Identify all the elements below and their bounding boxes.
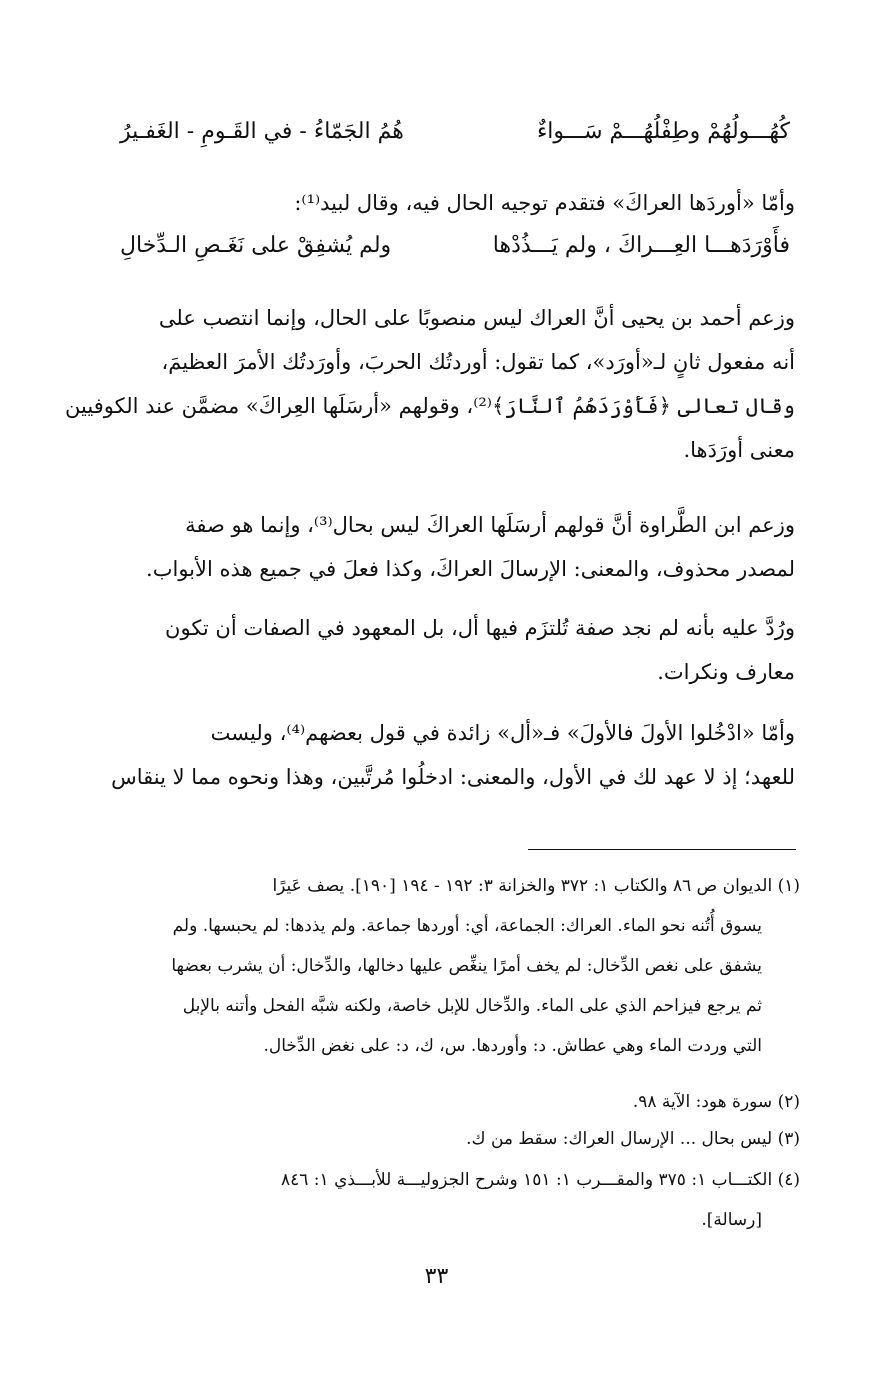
footnote-line: ثم يرجع فيزاحم الذي على الماء. والدِّخال للإبل خاصة، ولكنه شبَّه الفحل وأتنه بالإبل xyxy=(182,996,762,1016)
footnote-line: يشفق على نغص الدِّخال: لم يخف أمرًا ينغِّص عليها دخالها، والدِّخال: أن يشرب بعضها xyxy=(171,956,762,976)
footnote-divider xyxy=(528,849,796,850)
text-line: للعهد؛ إذ لا عهد لك في الأول، والمعنى: ادخلُوا مُرتَّبين، وهذا ونحوه مما لا ينقاس xyxy=(111,765,795,789)
text-line: وأمّا «ادْخُلوا الأولَ فالأولَ» فـ«أل» زائدة في قول بعضهم⁽⁴⁾، وليست xyxy=(210,721,795,745)
verse-1-second-hemistich: هُمُ الجَمّاءُ - في القَـومِ - الغَفـيرُ xyxy=(120,119,404,144)
verse-1 xyxy=(120,112,790,152)
paragraph-2 xyxy=(65,296,795,472)
verse-2 xyxy=(120,226,790,266)
footnote-line: [رسالة]. xyxy=(701,1210,762,1230)
footnote-2 xyxy=(100,1082,800,1122)
paragraph-3 xyxy=(105,503,795,591)
verse-2-first-hemistich: فأَوْرَدَهـــا العِـــراكَ ، ولم يَـــذُدْها xyxy=(492,233,790,258)
text-line: وقال تعالى ﴿فَأَوْرَدَهُمُ ٱلنَّارَ﴾⁽²⁾، وقولهم «أرسَلَها العِراكَ» مضمَّن عند الكوفيين xyxy=(65,394,795,418)
text-line: معارف ونكرات. xyxy=(657,660,795,684)
footnote-4 xyxy=(100,1160,800,1240)
text-line: ورُدَّ عليه بأنه لم نجد صفة تُلتزَم فيها أل، بل المعهود في الصفات أن تكون xyxy=(165,616,795,640)
text-line: أنه مفعول ثانٍ لـ«أورَد»، كما تقول: أوردتُك الحربَ، وأورَدتُك الأمرَ العظيمَ، xyxy=(161,350,795,374)
footnote-line: (١) الديوان ص ٨٦ والكتاب ١: ٣٧٢ والخزانة ٣: ١٩٢ - ١٩٤ [١٩٠]. يصف عَيرًا xyxy=(272,876,800,896)
verse-2-second-hemistich: ولم يُشفِقْ على نَغَـصِ الـدِّخالِ xyxy=(120,233,392,258)
footnote-1 xyxy=(100,866,800,1066)
footnote-line: التي وردت الماء وهي عطاش. د: وأوردها. س، ك، د: على نغض الدِّخال. xyxy=(263,1036,762,1056)
footnote-line: (٢) سورة هود: الآية ٩٨. xyxy=(632,1092,800,1112)
footnote-3 xyxy=(100,1119,800,1159)
text-line: وزعم ابن الطَّراوة أنَّ قولهم أرسَلَها العراكَ ليس بحال⁽³⁾، وإنما هو صفة xyxy=(185,513,795,537)
paragraph-5 xyxy=(105,711,795,799)
text-line: لمصدر محذوف، والمعنى: الإرسالَ العراكَ، وكذا فعلَ في جميع هذه الأبواب. xyxy=(146,557,795,581)
footnote-line: يسوق أُتُنه نحو الماء. العراك: الجماعة، أي: أوردها جماعة. ولم يذدها: لم يحبسها. ولم xyxy=(172,916,762,936)
paragraph-4 xyxy=(105,606,795,694)
verse-1-first-hemistich: كُهُـــولُهُمْ وطِفْلُهُـــمْ سَـــواءٌ xyxy=(536,119,790,144)
text-line: وأمّا «أوردَها العراكَ» فتقدم توجيه الحال فيه، وقال لبيد⁽¹⁾: xyxy=(294,191,795,215)
footnote-line: (٣) ليس بحال ... الإرسال العراك: سقط من ك. xyxy=(466,1129,800,1149)
paragraph-1 xyxy=(105,181,795,225)
text-line: معنى أورَدَها. xyxy=(683,438,795,462)
text-line: وزعم أحمد بن يحيى أنَّ العراك ليس منصوبًا على الحال، وإنما انتصب على xyxy=(158,306,795,330)
page-number: ٣٣ xyxy=(424,1264,449,1289)
footnote-line: (٤) الكتـــاب ١: ٣٧٥ والمقـــرب ١: ١٥١ وشرح الجزوليـــة للأبـــذي ١: ٨٤٦ xyxy=(280,1170,800,1190)
